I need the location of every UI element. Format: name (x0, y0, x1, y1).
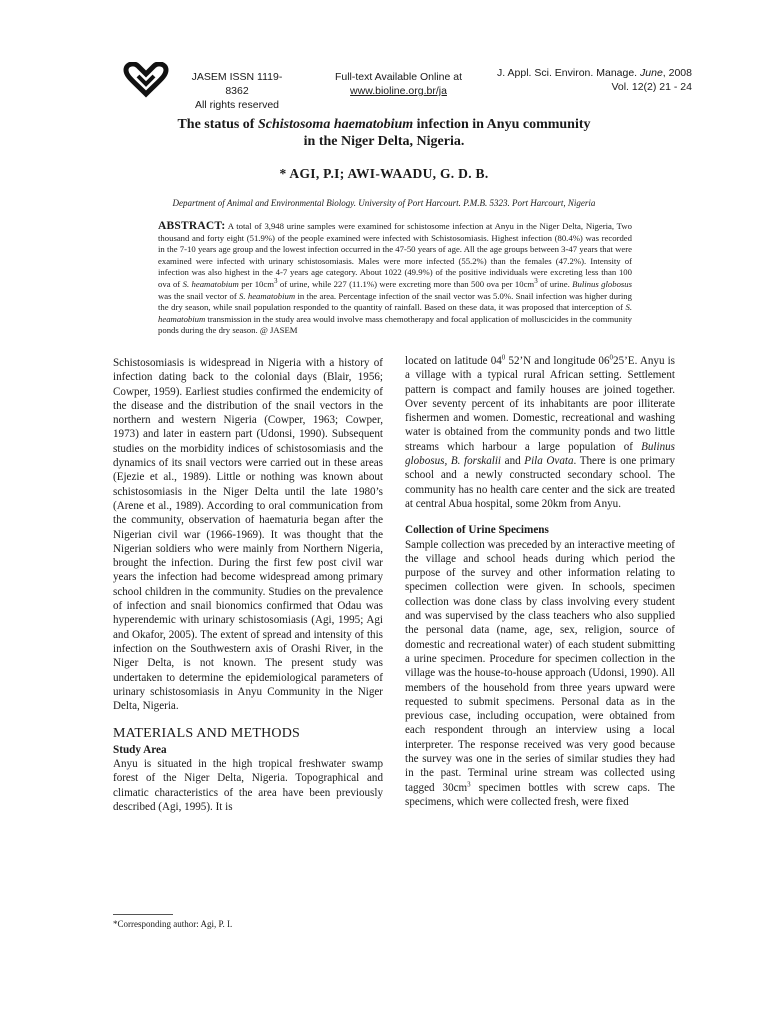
abstract-species: S. heamatobium (239, 290, 296, 301)
footnote: *Corresponding author: Agi, P. I. (113, 919, 233, 929)
abstract (158, 221, 632, 337)
urine-paragraph (405, 538, 675, 810)
footnote-rule (113, 914, 173, 915)
study-area-paragraph: Anyu is situated in the high tropical freshwater swamp forest of the Niger Delta, Nigeria. Topographical and climatic characteristics of the area have been previously described (Agi, 1995). It is (113, 758, 383, 813)
methods-heading: MATERIALS AND METHODS (113, 726, 300, 742)
paper-title (120, 116, 648, 150)
degree-sup: 0 (609, 353, 614, 362)
fulltext-block (326, 70, 471, 98)
abstract-label: ABSTRACT: (158, 220, 226, 232)
abstract-text: of urine, while 227 (11.1%) were excreting more than 500 ova per 10cm (277, 278, 535, 289)
journal-header (0, 0, 768, 110)
degree-sup: 0 (501, 353, 506, 362)
issn-line: JASEM ISSN 1119-8362 (191, 71, 283, 97)
title-species: Schistosoma haematobium (257, 117, 414, 132)
jasem-logo-icon (122, 62, 170, 98)
right-column (405, 354, 675, 809)
text-run: . There is one primary school and a newly constructed secondary school. The community has no health care center and the sick are treated at central Abua hospital, some 20km from Anyu. (405, 455, 676, 510)
study-area-heading: Study Area (113, 743, 167, 756)
text-run: Sample collection was preceded by an interactive meeting of the village and school heads during which period the purpose of the survey and other information relating to specimen collection were given. In schools, specimen collection was done class by class involving every student and was supervised by the class teachers who also supplied the personal data (name, age, sex, religion, source of domestic and recreational water) of each student submitting a urine specimen. Procedure for specimen collection in the village was the house-to-house approach (Udonsi, 1990). All members of the household from three years upward were requested to submit specimens. Personal data as in the previous case, including occupation, were obtained from each respondent through an interview using a local interpreter. The response received was very good because the survey was one in the series of similar studies they had in the past. Terminal urine stream was collected using tagged 30cm (405, 538, 675, 794)
fulltext-label: Full-text Available Online at (334, 71, 463, 83)
intro-paragraph: Schistosomiasis is widespread in Nigeria with a history of infection dating back to the colonial days (Blair, 1956; Cowper, 1959). Earliest studies confirmed the endemicity of the disease and the distribution of the snail vectors in the northern and western Nigeria (Cowper, 1963; Cowper, 1973) and later in eastern part (Udonsi, 1990). Subsequent studies on the morbidity indices of schistosomiasis and the dynamics of its snail vectors were carried out in these areas (Ejezie et al., 1989). Little or nothing was known about schistosomiasis in the Niger Delta until the late 1980’s (Arene et al., 1989). According to oral communication from the community, observation of haematuria began after the Nigerian civil war (1966-1969). It was thought that the Nigerian soldiers who were mainly from Northern Nigeria, brought the infection. During the first few post civil war years the infection had become widespread among primary school children in the community. Studies on the prevalence of infection and snail bionomics confirmed that Odau was hyperendemic with urinary schistosomiasis (Agi, 1995; Agi and Okafor, 2005). The extent of spread and intensity of this infection on the Southwestern axis of Orashi River, in the Niger Delta, is not known. The present study was undertaken to determine the epidemiological parameters of urinary schistosomiasis in Anyu Community in the Niger Delta, Nigeria. (113, 357, 383, 713)
title-part: infection in Anyu community (413, 117, 591, 132)
abstract-text: was the snail vector of (158, 290, 240, 301)
journal-year: , 2008 (662, 67, 692, 79)
species-name: Bulinus globosus, B. forskalii (405, 440, 675, 468)
authors: * AGI, P.I; AWI-WAADU, G. D. B. (279, 166, 489, 181)
issn-block (182, 70, 292, 112)
title-part: The status of (177, 117, 258, 132)
rights-line: All rights reserved (194, 99, 280, 111)
species-name: Pila Ovata (524, 455, 574, 468)
fulltext-link[interactable]: www.bioline.org.br/ja (350, 85, 447, 97)
unit-sup: 3 (467, 779, 471, 788)
abstract-text: per 10cm (238, 278, 275, 289)
abstract-text: transmission in the study area would involve mass chemotherapy and focal application of molluscicides in the community ponds during the dry season. @ JASEM (158, 313, 632, 336)
abstract-species: S. heamatobium (158, 302, 632, 324)
abstract-text: of urine. (537, 278, 573, 289)
journal-volume: Vol. 12(2) 21 - 24 (611, 81, 692, 93)
text-run: 52’N and longitude 06 (505, 355, 610, 367)
text-run: 25’E. Anyu is a village with a typical rural African setting. Settlement pattern is compact and family houses are joined together. Over seventy percent of its inhabitants are poor illiterate fishermen and women. Domestic, recreational and washing water is obtained from the community ponds and two little streams which harbour a large population of (405, 355, 675, 453)
abstract-sup: 3 (274, 277, 278, 286)
study-area-continued (405, 354, 675, 511)
journal-month: June (640, 67, 663, 79)
abstract-text: in the area. Percentage infection of the snail vector was 5.0%. Snail infection was higher during the dry season, while snail population responded to the quantity of rainfall. Based on these data, it was proposed that interception of (158, 290, 632, 313)
urine-heading: Collection of Urine Specimens (405, 524, 549, 537)
affiliation: Department of Animal and Environmental Biology. University of Port Harcourt. P.M.B. 5323. Port Harcourt, Nigeria (172, 198, 596, 208)
journal-citation (480, 66, 692, 94)
abstract-sup: 3 (534, 277, 538, 286)
abstract-species: Bulinus globosus (572, 278, 633, 289)
text-run: and (501, 455, 525, 468)
left-column (113, 356, 383, 814)
text-run: specimen bottles with screw caps. The specimens, which were collected fresh, were fixed (405, 781, 675, 808)
abstract-text: A total of 3,948 urine samples were examined for schistosome infection at Anyu in the Niger Delta, Nigeria, Two thousand and forty eight (51.9%) of the people examined were infected with Schistosomiasis. Highest infection (80.4%) was recorded in the 7-10 years age group and the lowest infection occurred in the 47-50 years of age. All the age groups between 3-47 years that were examined were infected with urinary schistosomiasis. Males were more infected (55.2%) than the females (47.2%). Intensity of infection was also highest in the 4-7 years age category. About 1022 (49.9%) of the positive individuals were excreting less than 100 ova of (158, 221, 632, 289)
journal-name: J. Appl. Sci. Environ. Manage. (497, 67, 638, 79)
title-line2: in the Niger Delta, Nigeria. (303, 134, 465, 149)
text-run: located on latitude 04 (405, 355, 502, 367)
abstract-species: S. heamatobium (182, 278, 239, 289)
